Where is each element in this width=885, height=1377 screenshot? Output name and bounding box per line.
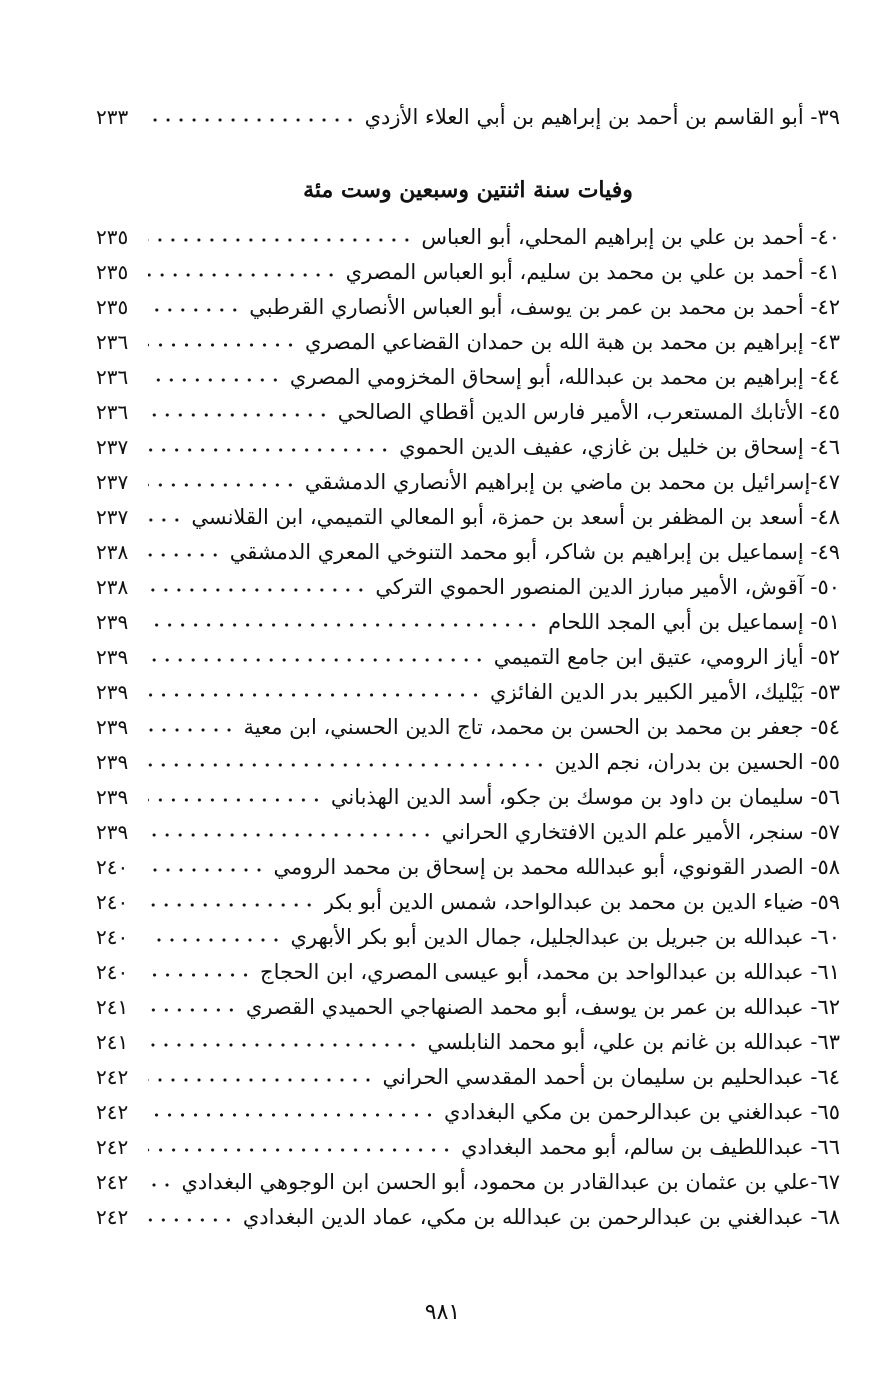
dot-leader — [148, 1200, 235, 1234]
entry-title: ٥٧- سنجر، الأمير علم الدين الافتخاري الحراني — [441, 820, 840, 844]
dot-leader — [148, 570, 367, 604]
dot-leader — [148, 745, 547, 779]
entry-page-number: ٢٣٩ — [96, 785, 129, 809]
toc-entry — [96, 465, 840, 499]
entry-page-number: ٢٣٣ — [96, 105, 129, 129]
entry-page-number: ٢٤٢ — [96, 1065, 129, 1089]
toc-entry — [96, 850, 840, 884]
dot-leader — [148, 640, 486, 674]
entry-title: ٥١- إسماعيل بن أبي المجد اللحام — [548, 610, 840, 634]
entry-page-number: ٢٣٦ — [96, 400, 129, 424]
dot-leader — [148, 710, 236, 744]
toc-entry — [96, 1095, 840, 1129]
dot-leader — [148, 290, 241, 324]
entry-title: ٤٥- الأتابك المستعرب، الأمير فارس الدين أقطاي الصالحي — [337, 400, 840, 424]
entry-title: ٤٨- أسعد بن المظفر بن أسعد بن حمزة، أبو المعالي التميمي، ابن القلانسي — [191, 505, 840, 529]
toc-entry — [96, 640, 840, 674]
dot-leader — [148, 955, 252, 989]
toc-entry — [96, 290, 840, 324]
dot-leader — [148, 920, 283, 954]
toc-entry — [96, 500, 840, 534]
toc-entry — [96, 430, 840, 464]
dot-leader — [148, 430, 391, 464]
entry-page-number: ٢٤٠ — [96, 925, 129, 949]
section-heading: وفيات سنة اثنتين وسبعين وست مئة — [303, 177, 633, 203]
dot-leader — [148, 1025, 419, 1059]
dot-leader — [148, 1165, 174, 1199]
entry-page-number: ٢٤٢ — [96, 1100, 129, 1124]
entry-title: ٥٦- سليمان بن داود بن موسك بن جكو، أسد الدين الهذباني — [330, 785, 840, 809]
entry-page-number: ٢٣٩ — [96, 820, 129, 844]
entry-page-number: ٢٣٥ — [96, 260, 129, 284]
dot-leader — [148, 395, 330, 429]
entry-page-number: ٢٣٩ — [96, 680, 129, 704]
toc-entry — [96, 220, 840, 254]
entry-page-number: ٢٤٢ — [96, 1135, 129, 1159]
dot-leader — [148, 465, 297, 499]
dot-leader — [148, 990, 238, 1024]
toc-entry — [96, 710, 840, 744]
entry-title: ٤٣- إبراهيم بن محمد بن هبة الله بن حمدان القضاعي المصري — [305, 330, 840, 354]
entry-page-number: ٢٤٠ — [96, 960, 129, 984]
entry-title: ٥٩- ضياء الدين بن محمد بن عبدالواحد، شمس الدين أبو بكر — [323, 890, 840, 914]
entry-title: ٤٢- أحمد بن محمد بن عمر بن يوسف، أبو العباس الأنصاري القرطبي — [249, 295, 840, 319]
toc-entry — [96, 1025, 840, 1059]
entry-title: ٦٢- عبدالله بن عمر بن يوسف، أبو محمد الصنهاجي الحميدي القصري — [245, 995, 840, 1019]
dot-leader — [148, 850, 266, 884]
dot-leader — [148, 220, 413, 254]
entry-title: ٥٣- بَيْليك، الأمير الكبير بدر الدين الفائزي — [490, 680, 840, 704]
toc-entry — [96, 885, 840, 919]
entry-title: ٦٧-علي بن عثمان بن عبدالقادر بن محمود، أبو الحسن ابن الوجوهي البغدادي — [181, 1170, 840, 1194]
dot-leader — [148, 815, 434, 849]
dot-leader — [148, 535, 222, 569]
toc-entry — [96, 535, 840, 569]
entry-title: ٦٣- عبدالله بن غانم بن علي، أبو محمد النابلسي — [427, 1030, 840, 1054]
dot-leader — [148, 675, 482, 709]
entry-page-number: ٢٣٧ — [96, 505, 129, 529]
entry-page-number: ٢٤٢ — [96, 1170, 129, 1194]
entry-title: ٣٩- أبو القاسم بن أحمد بن إبراهيم بن أبي العلاء الأزدي — [364, 105, 840, 129]
entry-page-number: ٢٣٦ — [96, 365, 129, 389]
dot-leader — [148, 780, 323, 814]
toc-entry — [96, 1060, 840, 1094]
toc-entry — [96, 1165, 840, 1199]
entry-title: ٦١- عبدالله بن عبدالواحد بن محمد، أبو عيسى المصري، ابن الحجاج — [260, 960, 840, 984]
dot-leader — [148, 360, 282, 394]
dot-leader — [148, 1130, 453, 1164]
entry-title: ٦٨- عبدالغني بن عبدالرحمن بن عبدالله بن مكي، عماد الدين البغدادي — [242, 1205, 840, 1229]
toc-entry — [96, 955, 840, 989]
entry-title: ٥٨- الصدر القونوي، أبو عبدالله محمد بن إسحاق بن محمد الرومي — [273, 855, 840, 879]
entry-page-number: ٢٣٩ — [96, 750, 129, 774]
toc-entry — [96, 100, 840, 134]
entry-page-number: ٢٤١ — [96, 1030, 129, 1054]
entry-page-number: ٢٣٧ — [96, 435, 129, 459]
entry-page-number: ٢٣٥ — [96, 295, 129, 319]
entry-page-number: ٢٤٢ — [96, 1205, 129, 1229]
toc-entry — [96, 255, 840, 289]
toc-entry — [96, 570, 840, 604]
entry-title: ٤٩- إسماعيل بن إبراهيم بن شاكر، أبو محمد التنوخي المعري الدمشقي — [229, 540, 840, 564]
toc-entry — [96, 1200, 840, 1234]
entry-title: ٥٤- جعفر بن محمد بن الحسن بن محمد، تاج الدين الحسني، ابن معية — [243, 715, 840, 739]
entry-title: ٥٥- الحسين بن بدران، نجم الدين — [554, 750, 840, 774]
dot-leader — [148, 885, 316, 919]
page-number: ٩٨١ — [424, 1300, 461, 1325]
toc-entry — [96, 1130, 840, 1164]
entry-title: ٦٤- عبدالحليم بن سليمان بن أحمد المقدسي الحراني — [382, 1065, 840, 1089]
toc-entry — [96, 605, 840, 639]
dot-leader — [148, 255, 338, 289]
entry-title: ٥٢- أياز الرومي، عتيق ابن جامع التميمي — [493, 645, 840, 669]
entry-page-number: ٢٤٠ — [96, 855, 129, 879]
entry-title: ٤٤- إبراهيم بن محمد بن عبدالله، أبو إسحاق المخزومي المصري — [289, 365, 840, 389]
entry-page-number: ٢٣٩ — [96, 610, 129, 634]
toc-entry — [96, 675, 840, 709]
toc-entry — [96, 920, 840, 954]
entry-page-number: ٢٤١ — [96, 995, 129, 1019]
toc-entry — [96, 395, 840, 429]
dot-leader — [148, 605, 540, 639]
entry-page-number: ٢٣٨ — [96, 575, 129, 599]
toc-entry — [96, 325, 840, 359]
entry-title: ٦٠- عبدالله بن جبريل بن عبدالجليل، جمال الدين أبو بكر الأبهري — [290, 925, 840, 949]
entry-title: ٤٠- أحمد بن علي بن إبراهيم المحلي، أبو العباس — [421, 225, 840, 249]
entry-title: ٦٥- عبدالغني بن عبدالرحمن بن مكي البغدادي — [444, 1100, 840, 1124]
entry-title: ٦٦- عبداللطيف بن سالم، أبو محمد البغدادي — [461, 1135, 840, 1159]
entry-page-number: ٢٣٩ — [96, 715, 129, 739]
entry-title: ٤٧-إسرائيل بن محمد بن ماضي بن إبراهيم الأنصاري الدمشقي — [304, 470, 840, 494]
dot-leader — [148, 1095, 436, 1129]
toc-entry — [96, 815, 840, 849]
dot-leader — [148, 100, 357, 134]
entry-page-number: ٢٤٠ — [96, 890, 129, 914]
entry-title: ٥٠- آقوش، الأمير مبارز الدين المنصور الحموي التركي — [375, 575, 840, 599]
toc-entry — [96, 990, 840, 1024]
entry-page-number: ٢٣٦ — [96, 330, 129, 354]
entry-page-number: ٢٣٩ — [96, 645, 129, 669]
dot-leader — [148, 500, 183, 534]
entry-page-number: ٢٣٧ — [96, 470, 129, 494]
toc-entry — [96, 360, 840, 394]
entry-page-number: ٢٣٥ — [96, 225, 129, 249]
toc-entry — [96, 745, 840, 779]
toc-entry — [96, 780, 840, 814]
entry-page-number: ٢٣٨ — [96, 540, 129, 564]
entry-title: ٤١- أحمد بن علي بن محمد بن سليم، أبو العباس المصري — [345, 260, 840, 284]
dot-leader — [148, 1060, 375, 1094]
dot-leader — [148, 325, 297, 359]
entry-title: ٤٦- إسحاق بن خليل بن غازي، عفيف الدين الحموي — [399, 435, 840, 459]
